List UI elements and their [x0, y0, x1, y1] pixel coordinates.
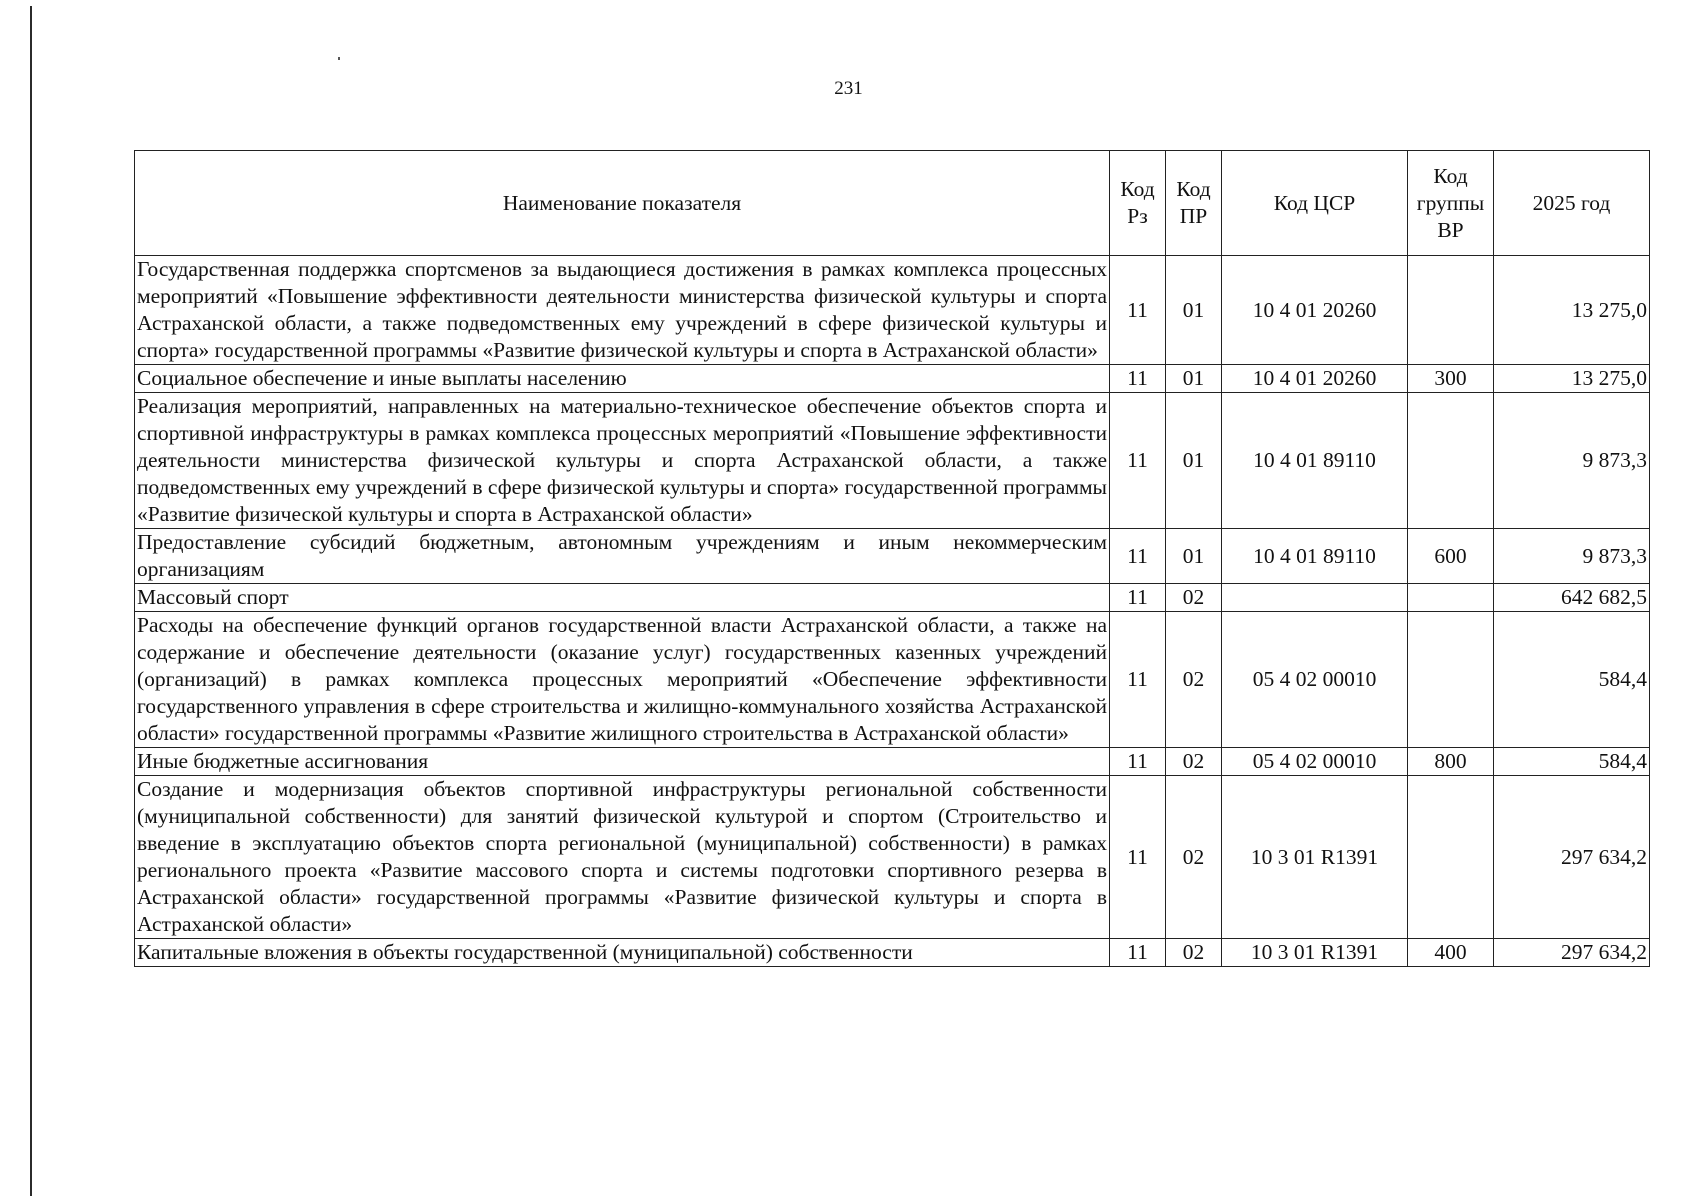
header-code-vr: Код группы ВР: [1408, 151, 1494, 256]
row-code-rz: 11: [1110, 529, 1166, 584]
row-code-csr: 10 3 01 R1391: [1222, 939, 1408, 967]
row-code-rz: 11: [1110, 256, 1166, 365]
row-code-pr: 02: [1166, 939, 1222, 967]
row-amount: 297 634,2: [1494, 939, 1650, 967]
row-code-csr: 10 4 01 89110: [1222, 529, 1408, 584]
row-amount: 642 682,5: [1494, 584, 1650, 612]
row-code-pr: 02: [1166, 584, 1222, 612]
row-code-rz: 11: [1110, 939, 1166, 967]
row-code-vr: 400: [1408, 939, 1494, 967]
row-name: Массовый спорт: [135, 584, 1110, 612]
row-code-csr: 05 4 02 00010: [1222, 612, 1408, 748]
table-row: [135, 584, 1650, 612]
row-amount: 13 275,0: [1494, 256, 1650, 365]
header-indicator-name: Наименование показателя: [135, 151, 1110, 256]
row-code-pr: 01: [1166, 365, 1222, 393]
row-name: Государственная поддержка спортсменов за выдающиеся достижения в рамках комплекса процессных мероприятий «Повышение эффективности деятельности министерства физической культуры и спорта Астраханской области, а также подведомственных ему учреждений в сфере физической культуры и спорта» государственной программы «Развитие физической культуры и спорта в Астраханской области»: [135, 256, 1110, 365]
row-code-vr: [1408, 584, 1494, 612]
row-code-vr: 800: [1408, 748, 1494, 776]
row-amount: 584,4: [1494, 612, 1650, 748]
row-code-rz: 11: [1110, 393, 1166, 529]
table-row: [135, 612, 1650, 748]
row-code-csr: 10 4 01 20260: [1222, 365, 1408, 393]
table-row: [135, 776, 1650, 939]
row-amount: 297 634,2: [1494, 776, 1650, 939]
table-row: [135, 748, 1650, 776]
row-code-rz: 11: [1110, 612, 1166, 748]
row-code-vr: [1408, 256, 1494, 365]
row-name: Социальное обеспечение и иные выплаты населению: [135, 365, 1110, 393]
row-name: Расходы на обеспечение функций органов государственной власти Астраханской области, а также на содержание и обеспечение деятельности (оказание услуг) государственных казенных учреждений (организаций) в рамках комплекса процессных мероприятий «Обеспечение эффективности государственного управления в сфере строительства и жилищно-коммунального хозяйства Астраханской области» государственной программы «Развитие жилищного строительства в Астраханской области»: [135, 612, 1110, 748]
row-amount: 584,4: [1494, 748, 1650, 776]
row-name: Предоставление субсидий бюджетным, автономным учреждениям и иным некоммерческим организациям: [135, 529, 1110, 584]
row-code-pr: 01: [1166, 256, 1222, 365]
header-code-csr: Код ЦСР: [1222, 151, 1408, 256]
page-number: 231: [834, 78, 863, 99]
row-code-vr: [1408, 612, 1494, 748]
row-code-pr: 02: [1166, 612, 1222, 748]
row-code-csr: [1222, 584, 1408, 612]
header-year-2025: 2025 год: [1494, 151, 1650, 256]
row-code-csr: 10 4 01 20260: [1222, 256, 1408, 365]
header-code-pr: Код ПР: [1166, 151, 1222, 256]
budget-table: [134, 150, 1650, 967]
row-code-csr: 10 4 01 89110: [1222, 393, 1408, 529]
row-code-vr: [1408, 393, 1494, 529]
row-code-vr: [1408, 776, 1494, 939]
row-code-pr: 02: [1166, 776, 1222, 939]
row-name: Иные бюджетные ассигнования: [135, 748, 1110, 776]
row-name: Реализация мероприятий, направленных на материально-техническое обеспечение объектов спорта и спортивной инфраструктуры в рамках комплекса процессных мероприятий «Повышение эффективности деятельности министерства физической культуры и спорта Астраханской области, а также подведомственных ему учреждений в сфере физической культуры и спорта» государственной программы «Развитие физической культуры и спорта в Астраханской области»: [135, 393, 1110, 529]
table-header-row: [135, 151, 1650, 256]
row-code-vr: 300: [1408, 365, 1494, 393]
row-code-vr: 600: [1408, 529, 1494, 584]
row-code-rz: 11: [1110, 584, 1166, 612]
header-code-rz: Код Рз: [1110, 151, 1166, 256]
left-margin-rule: [30, 6, 32, 1196]
table-row: [135, 529, 1650, 584]
row-amount: 9 873,3: [1494, 393, 1650, 529]
row-code-csr: 05 4 02 00010: [1222, 748, 1408, 776]
row-code-rz: 11: [1110, 776, 1166, 939]
row-code-csr: 10 3 01 R1391: [1222, 776, 1408, 939]
row-code-pr: 01: [1166, 393, 1222, 529]
row-name: Капитальные вложения в объекты государственной (муниципальной) собственности: [135, 939, 1110, 967]
row-amount: 9 873,3: [1494, 529, 1650, 584]
row-code-pr: 01: [1166, 529, 1222, 584]
table-row: [135, 256, 1650, 365]
row-name: Создание и модернизация объектов спортивной инфраструктуры региональной собственности (муниципальной собственности) для занятий физической культурой и спортом (Строительство и введение в эксплуатацию объектов спорта региональной (муниципальной) собственности) в рамках регионального проекта «Развитие массового спорта и системы подготовки спортивного резерва в Астраханской области» государственной программы «Развитие физической культуры и спорта в Астраханской области»: [135, 776, 1110, 939]
table-row: [135, 939, 1650, 967]
scan-speck: [338, 57, 340, 60]
row-code-pr: 02: [1166, 748, 1222, 776]
row-code-rz: 11: [1110, 365, 1166, 393]
table-row: [135, 393, 1650, 529]
row-amount: 13 275,0: [1494, 365, 1650, 393]
row-code-rz: 11: [1110, 748, 1166, 776]
table-row: [135, 365, 1650, 393]
